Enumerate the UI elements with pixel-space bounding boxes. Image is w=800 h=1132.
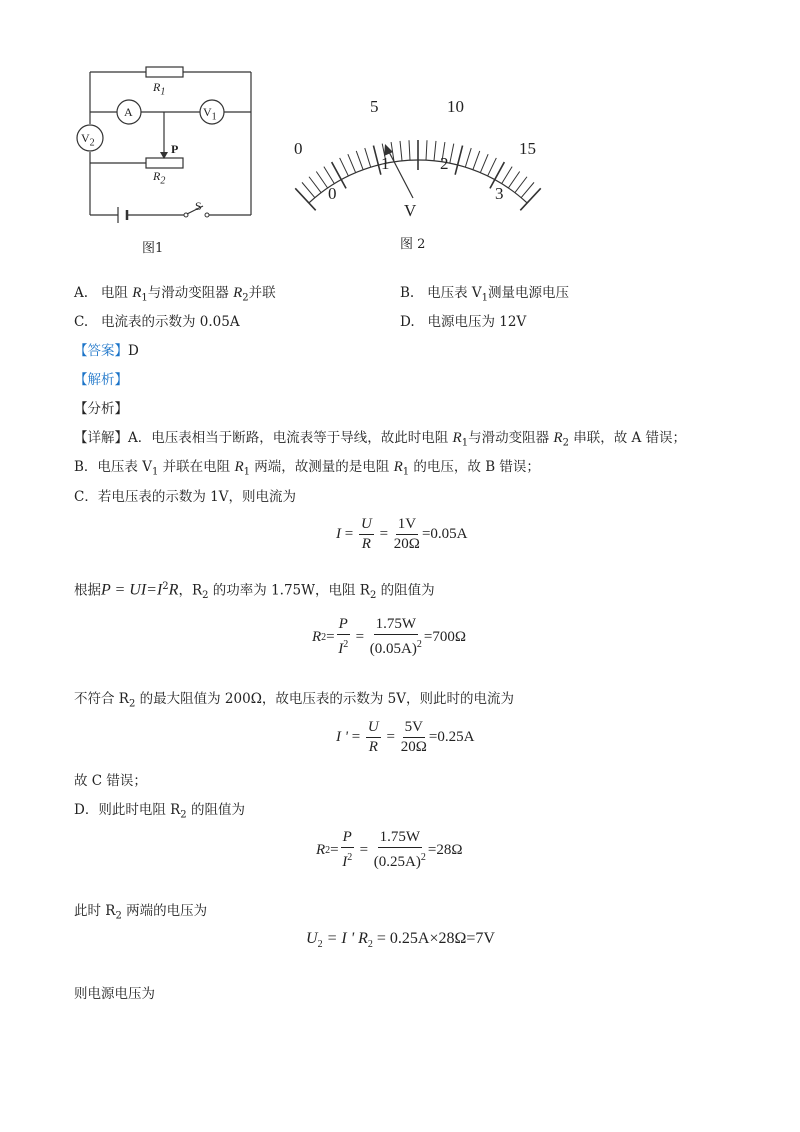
- dial-minor-tick: [515, 177, 527, 193]
- dial-minor-tick: [480, 154, 488, 172]
- dial-minor-tick: [409, 140, 410, 160]
- equation-3: I ' = $\frac{U}{R}$ = $\frac{5V}{20\Omega}$ =0.25A: [336, 719, 475, 755]
- v1-label: $V_1$: [203, 105, 217, 123]
- dial-minor-tick: [309, 177, 321, 193]
- voltmeter-dial: [285, 90, 555, 240]
- dial-minor-tick: [521, 182, 534, 197]
- equation-4: R 2 = $\frac{P}{I^2}$ = $\frac{1.75W}{(0.25A)^2}$ =28Ω: [316, 829, 463, 870]
- dial-major-tick: [455, 146, 462, 175]
- dial-minor-tick: [450, 144, 454, 164]
- dial-bottom-label-1: 1: [381, 154, 390, 173]
- dial-top-label-0: 0: [294, 139, 303, 158]
- figure1-caption: 图1: [142, 241, 164, 256]
- power-line: 根据$P = UI=I^2R$，$R_2$ 的功率为 1.75W，电阻 $R_2$ 的阻值为: [74, 581, 435, 602]
- dial-minor-tick: [473, 151, 480, 170]
- equation-2: R 2 = $\frac{P}{I^2}$ = $\frac{1.75W}{(0.05A)^2}$ =700Ω: [312, 616, 466, 657]
- option-a: A. 电阻 $R_1$与滑动变阻器 $R_2$并联: [74, 285, 276, 304]
- r2-label: $R_2$: [153, 169, 166, 187]
- max-resistance-line: 不符合 $R_2$ 的最大阻值为 200Ω，故电压表的示数为 5V，则此时的电流为: [74, 691, 515, 710]
- dial-minor-tick: [400, 141, 402, 161]
- figure2-caption: 图 2: [400, 237, 426, 252]
- c-conclusion: 故 C 错误；: [74, 773, 147, 789]
- switch-s-label: S: [195, 199, 202, 213]
- source-voltage-line: 则电源电压为: [74, 986, 155, 1002]
- option-b: B. 电压表 $V_1$测量电源电压: [400, 285, 570, 304]
- option-c: C. 电流表的示数为 0.05A: [74, 314, 240, 330]
- dial-top-label-15: 15: [519, 139, 536, 158]
- detail-d-line: D．则此时电阻 $R_2$ 的阻值为: [74, 802, 245, 821]
- dial-minor-tick: [365, 148, 371, 167]
- r1-resistor: [146, 67, 183, 77]
- analysis-tag: 【解析】: [74, 372, 128, 388]
- dial-minor-tick: [434, 141, 436, 161]
- v2-label: $V_2$: [81, 131, 95, 149]
- detail-a-line: 【详解】A．电压表相当于断路，电流表等于导线，故此时电阻 $R_1$与滑动变阻器 $R_2$ 串联，故 A 错误；: [74, 430, 687, 449]
- dial-minor-tick: [502, 167, 512, 184]
- dial-minor-tick: [488, 158, 497, 176]
- r2-voltage-line: 此时 $R_2$ 两端的电压为: [74, 903, 208, 922]
- dial-bottom-label-2: 2: [440, 154, 449, 173]
- detail-c-line: C．若电压表的示数为 1V，则电流为: [74, 489, 296, 505]
- dial-bottom-label-0: 0: [328, 184, 337, 203]
- dial-minor-tick: [316, 171, 327, 188]
- slider-p-label: P: [171, 142, 179, 156]
- dial-top-label-10: 10: [447, 97, 464, 116]
- dial-minor-tick: [348, 154, 356, 172]
- dial-minor-tick: [508, 171, 519, 188]
- ammeter-label: A: [124, 105, 133, 119]
- dial-minor-tick: [340, 158, 349, 176]
- dial-unit-label: V: [404, 201, 417, 220]
- r1-label: $R_1$: [153, 80, 166, 98]
- option-d: D. 电源电压为 12V: [400, 314, 527, 330]
- dial-minor-tick: [356, 151, 363, 170]
- dial-major-tick: [373, 146, 380, 175]
- switch-contact: [205, 213, 209, 217]
- dial-minor-tick: [465, 148, 471, 167]
- dial-minor-tick: [426, 140, 427, 160]
- detail-b-line: B．电压表 $V_1$ 并联在电阻 $R_1$ 两端，故测量的是电阻 $R_1$ 的电压，故 B 错误；: [74, 459, 540, 478]
- circuit-diagram: [70, 60, 270, 270]
- dial-minor-tick: [324, 167, 334, 184]
- dial-bottom-label-3: 3: [495, 184, 504, 203]
- dial-needle: [388, 150, 413, 198]
- answer-line: 【答案】D: [74, 343, 139, 359]
- fenxi-tag: 【分析】: [74, 401, 128, 417]
- dial-top-label-5: 5: [370, 97, 379, 116]
- equation-5: $U_2 = I$ ' $R_2 = 0.25A\times 28\Omega=7V$: [306, 930, 495, 951]
- dial-minor-tick: [302, 182, 315, 197]
- equation-1: I = $\frac{U}{R}$ = $\frac{1V}{20\Omega}$ =0.05A: [336, 516, 468, 552]
